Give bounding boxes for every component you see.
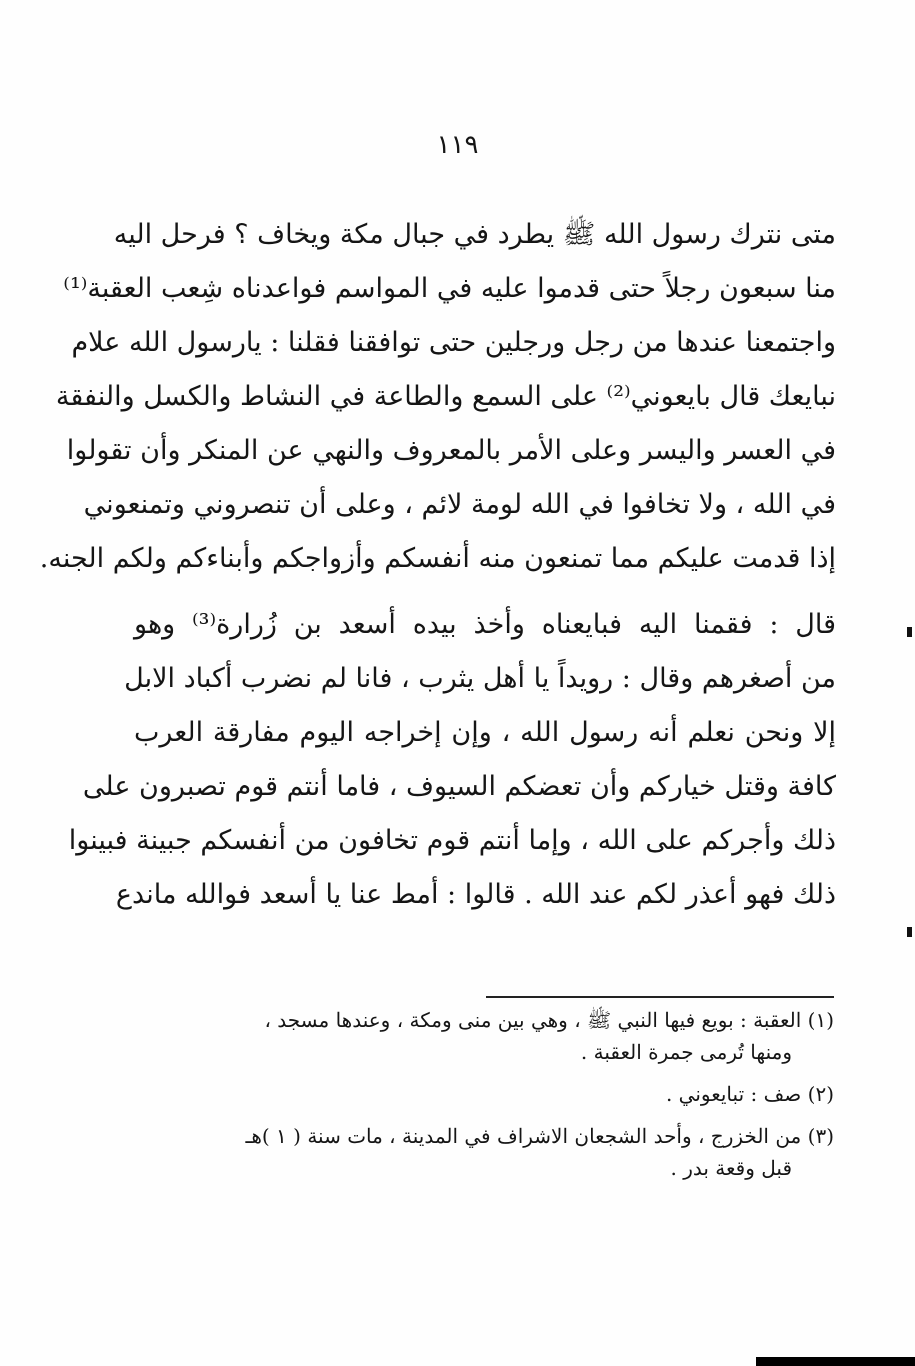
text-line: في الله ، ولا تخافوا في الله لومة لائم ، وعلى أن تنصروني وتمنعوني xyxy=(83,489,836,520)
text-line: منا سبعون رجلاً حتى قدموا عليه في المواسم فواعدناه شِعب العقبة⁽¹⁾ xyxy=(63,273,836,304)
text-line: نبايعك قال بايعوني⁽²⁾ على السمع والطاعة في النشاط والكسل والنفقة xyxy=(55,381,836,412)
footnote-line: (٣) من الخزرج ، وأحد الشجعان الاشراف في المدينة ، مات سنة ( ١ )هـ xyxy=(245,1124,834,1148)
text-line: واجتمعنا عندها من رجل ورجلين حتى توافقنا فقلنا : يارسول الله علام xyxy=(71,327,836,358)
footnote-1 xyxy=(130,1004,834,1068)
scan-edge-bar xyxy=(756,1357,915,1366)
footnote-line: قبل وقعة بدر . xyxy=(670,1156,792,1180)
page-number: ١١٩ xyxy=(436,130,479,160)
footnotes xyxy=(130,1004,834,1194)
text-line: كافة وقتل خياركم وأن تعضكم السيوف ، فاما أنتم قوم تصبرون على xyxy=(82,771,836,802)
footnote-3 xyxy=(130,1120,834,1184)
text-line: في العسر واليسر وعلى الأمر بالمعروف والنهي عن المنكر وأن تقولوا xyxy=(66,435,836,466)
text-line: قال : فقمنا اليه فبايعناه وأخذ بيده أسعد بن زُرارة⁽³⁾ وهو xyxy=(134,609,836,640)
text-line: متى نترك رسول الله ﷺ يطرد في جبال مكة ويخاف ؟ فرحل اليه xyxy=(113,219,836,250)
main-text xyxy=(39,208,836,922)
text-line: ذلك فهو أعذر لكم عند الله . قالوا : أمط عنا يا أسعد فوالله ماندع xyxy=(115,879,836,910)
margin-mark xyxy=(907,627,912,637)
footnote-line: (١) العقبة : بويع فيها النبي ﷺ ، وهي بين منى ومكة ، وعندها مسجد ، xyxy=(264,1008,834,1032)
margin-mark xyxy=(907,927,912,937)
paragraph-1 xyxy=(39,208,836,586)
text-line: ذلك وأجركم على الله ، وإما أنتم قوم تخافون من أنفسكم جبينة فبينوا xyxy=(68,825,836,856)
footnote-line: (٢) صف : تبايعوني . xyxy=(665,1082,834,1106)
text-line: إلا ونحن نعلم أنه رسول الله ، وإن إخراجه اليوم مفارقة العرب xyxy=(134,717,836,748)
paragraph-gap xyxy=(134,586,836,598)
footnote-2 xyxy=(130,1078,834,1110)
paragraph-2 xyxy=(68,598,836,922)
text-line: من أصغرهم وقال : رويداً يا أهل يثرب ، فانا لم نضرب أكباد الابل xyxy=(124,663,836,694)
footnote-separator xyxy=(486,996,834,998)
footnote-line: ومنها تُرمى جمرة العقبة . xyxy=(580,1040,792,1064)
text-line: إذا قدمت عليكم مما تمنعون منه أنفسكم وأزواجكم وأبناءكم ولكم الجنه. xyxy=(39,543,836,574)
